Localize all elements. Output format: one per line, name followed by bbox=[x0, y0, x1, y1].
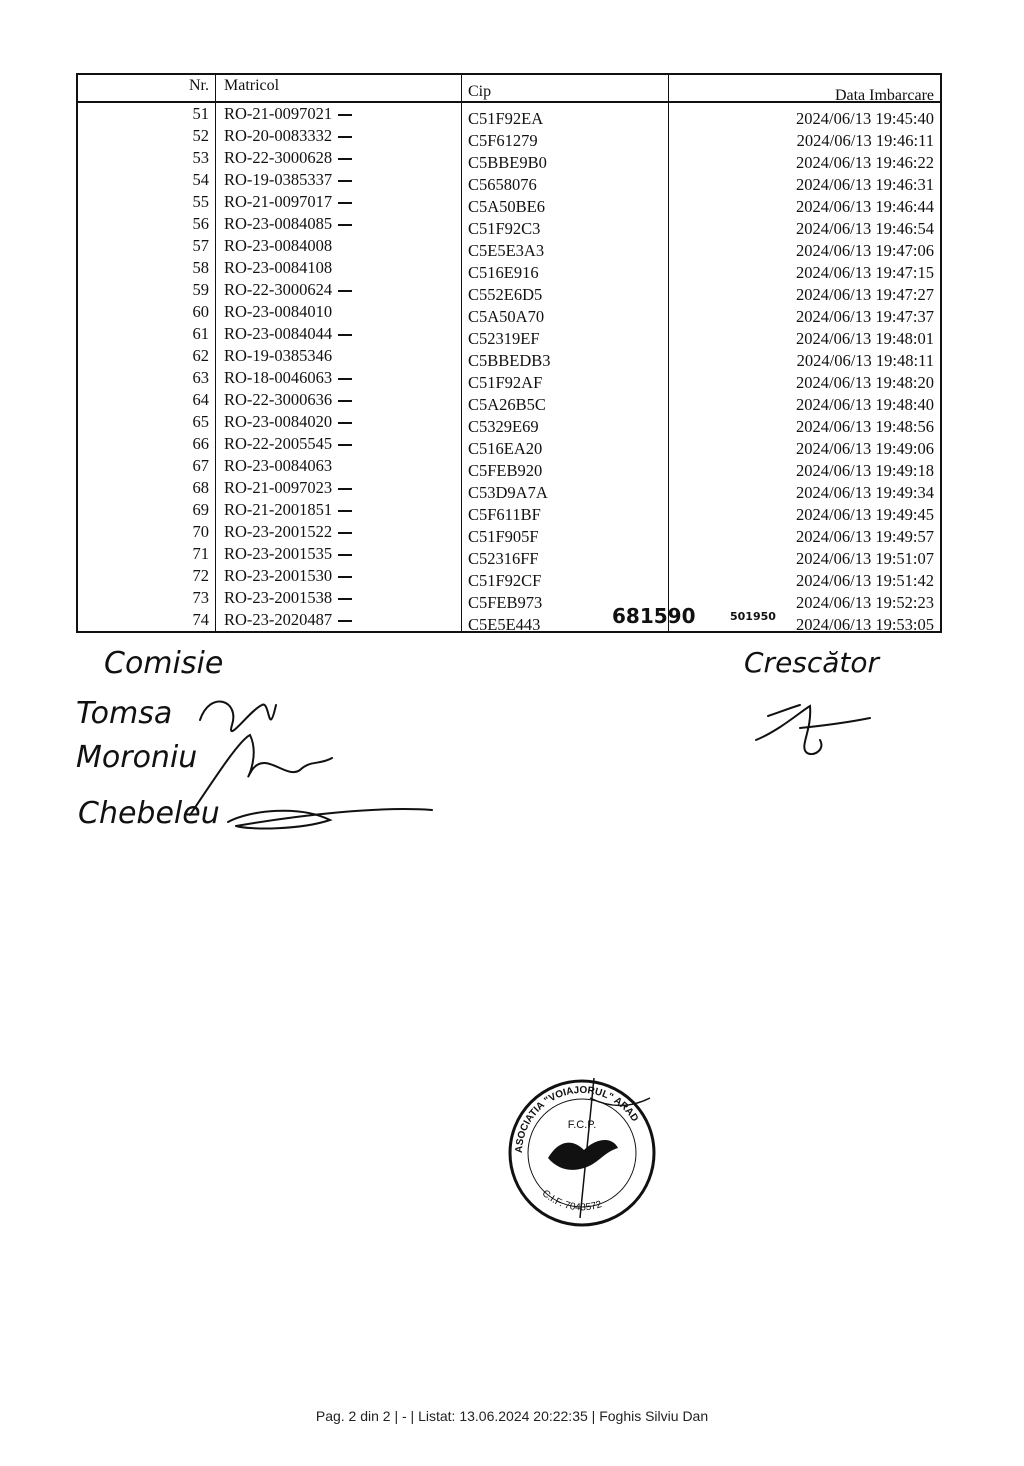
cell-date: 2024/06/13 19:45:40 bbox=[796, 109, 934, 128]
cell-date: 2024/06/13 19:47:37 bbox=[796, 307, 934, 326]
cell-nr: 73 bbox=[78, 587, 216, 609]
cell-cip: C516E916 bbox=[462, 257, 669, 279]
signer-name-2: Moroniu bbox=[76, 740, 198, 775]
cell-date: 2024/06/13 19:46:44 bbox=[796, 197, 934, 216]
cell-nr: 63 bbox=[78, 367, 216, 389]
header-matricol: Matricol bbox=[216, 75, 462, 101]
cell-nr: 59 bbox=[78, 279, 216, 301]
cell-matricol: RO-23-0084044 bbox=[216, 323, 462, 345]
stamp-text-top: ASOCIATIA "VOIAJORUL" ARAD bbox=[513, 1084, 641, 1154]
cell-matricol: RO-22-3000636 bbox=[216, 389, 462, 411]
cell-nr: 74 bbox=[78, 609, 216, 631]
cell-cip: C5BBEDB3 bbox=[462, 345, 669, 367]
cell-nr: 66 bbox=[78, 433, 216, 455]
cell-matricol: RO-23-0084063 bbox=[216, 455, 462, 477]
svg-text:C.I.F. 7043572 bbox=[540, 1188, 604, 1213]
cell-cip: C53D9A7A bbox=[462, 477, 669, 499]
signer-name-1: Tomsa bbox=[76, 696, 173, 731]
cell-matricol: RO-18-0046063 bbox=[216, 367, 462, 389]
cell-date: 2024/06/13 19:46:31 bbox=[796, 175, 934, 194]
cell-date: 2024/06/13 19:47:27 bbox=[796, 285, 934, 304]
cell-cip: C52319EF bbox=[462, 323, 669, 345]
cell-matricol: RO-23-2001522 bbox=[216, 521, 462, 543]
cell-date: 2024/06/13 19:51:42 bbox=[796, 571, 934, 590]
cell-date: 2024/06/13 19:46:54 bbox=[796, 219, 934, 238]
cell-date: 2024/06/13 19:52:23 bbox=[796, 593, 934, 612]
stamp-text-bottom: C.I.F. 7043572 bbox=[539, 1188, 604, 1214]
association-stamp bbox=[500, 1068, 664, 1238]
cell-matricol: RO-23-0084108 bbox=[216, 257, 462, 279]
cell-cip: C51F905F bbox=[462, 521, 669, 543]
cell-cip: C5F611BF bbox=[462, 499, 669, 521]
cell-matricol: RO-23-2001530 bbox=[216, 565, 462, 587]
comisie-label: Comisie bbox=[104, 646, 224, 681]
signer-name-3: Chebeleu bbox=[78, 796, 220, 831]
cell-matricol: RO-23-2001538 bbox=[216, 587, 462, 609]
cell-nr: 67 bbox=[78, 455, 216, 477]
cell-cip: C516EA20 bbox=[462, 433, 669, 455]
cell-cip: C5FEB920 bbox=[462, 455, 669, 477]
cell-nr: 53 bbox=[78, 147, 216, 169]
cell-matricol: RO-22-2005545 bbox=[216, 433, 462, 455]
cell-matricol: RO-22-3000628 bbox=[216, 147, 462, 169]
cell-nr: 64 bbox=[78, 389, 216, 411]
cell-cip: C5658076 bbox=[462, 169, 669, 191]
cell-nr: 60 bbox=[78, 301, 216, 323]
cell-date: 2024/06/13 19:48:11 bbox=[796, 351, 934, 370]
cell-cip: C5E5E3A3 bbox=[462, 235, 669, 257]
header-cip: Cip bbox=[462, 75, 669, 101]
cell-matricol: RO-19-0385337 bbox=[216, 169, 462, 191]
cell-nr: 61 bbox=[78, 323, 216, 345]
cell-nr: 57 bbox=[78, 235, 216, 257]
cell-matricol: RO-21-0097023 bbox=[216, 477, 462, 499]
cell-nr: 70 bbox=[78, 521, 216, 543]
pigeon-icon bbox=[548, 1140, 618, 1170]
cell-matricol: RO-23-0084020 bbox=[216, 411, 462, 433]
cell-date: 2024/06/13 19:49:45 bbox=[796, 505, 934, 524]
header-nr: Nr. bbox=[78, 75, 216, 101]
cell-cip: C5E5E443 bbox=[462, 609, 669, 631]
cell-nr: 58 bbox=[78, 257, 216, 279]
cell-nr: 54 bbox=[78, 169, 216, 191]
cell-cip: C5A50BE6 bbox=[462, 191, 669, 213]
cell-matricol: RO-23-2001535 bbox=[216, 543, 462, 565]
cell-matricol: RO-23-0084008 bbox=[216, 235, 462, 257]
cell-nr: 55 bbox=[78, 191, 216, 213]
cell-cip: C51F92CF bbox=[462, 565, 669, 587]
cell-nr: 65 bbox=[78, 411, 216, 433]
cell-matricol: RO-23-2020487 bbox=[216, 609, 462, 631]
cell-matricol: RO-23-0084085 bbox=[216, 213, 462, 235]
cell-matricol: RO-21-0097017 bbox=[216, 191, 462, 213]
cell-date: 2024/06/13 19:46:22 bbox=[796, 153, 934, 172]
cell-date: 2024/06/13 19:48:56 bbox=[796, 417, 934, 436]
cell-cip: C5A50A70 bbox=[462, 301, 669, 323]
cell-matricol: RO-23-0084010 bbox=[216, 301, 462, 323]
cell-date: 2024/06/13 19:53:05 bbox=[796, 615, 934, 634]
cell-cip: C5FEB973 bbox=[462, 587, 669, 609]
cell-cip: C5A26B5C bbox=[462, 389, 669, 411]
cell-date: 2024/06/13 19:48:40 bbox=[796, 395, 934, 414]
cell-date: 2024/06/13 19:49:06 bbox=[796, 439, 934, 458]
cell-nr: 56 bbox=[78, 213, 216, 235]
cell-date: 2024/06/13 19:48:01 bbox=[796, 329, 934, 348]
cell-nr: 51 bbox=[78, 103, 216, 125]
page-footer: Pag. 2 din 2 | - | Listat: 13.06.2024 20:22:35 | Foghis Silviu Dan bbox=[315, 1408, 709, 1424]
stamp-text-mid: F.C.P. bbox=[567, 1119, 597, 1131]
cell-nr: 52 bbox=[78, 125, 216, 147]
cell-matricol: RO-22-3000624 bbox=[216, 279, 462, 301]
cell-cip: C5329E69 bbox=[462, 411, 669, 433]
cell-cip: C552E6D5 bbox=[462, 279, 669, 301]
header-date: Data Imbarcare bbox=[834, 87, 934, 104]
cell-matricol: RO-21-0097021 bbox=[216, 103, 462, 125]
cell-nr: 69 bbox=[78, 499, 216, 521]
crescator-label: Crescător bbox=[744, 646, 880, 679]
cell-date: 2024/06/13 19:48:20 bbox=[796, 373, 934, 392]
cell-matricol: RO-21-2001851 bbox=[216, 499, 462, 521]
cell-nr: 71 bbox=[78, 543, 216, 565]
cell-date: 2024/06/13 19:47:15 bbox=[796, 263, 934, 282]
cell-cip: C52316FF bbox=[462, 543, 669, 565]
cell-matricol: RO-19-0385346 bbox=[216, 345, 462, 367]
cell-date: 2024/06/13 19:49:57 bbox=[796, 527, 934, 546]
cell-matricol: RO-20-0083332 bbox=[216, 125, 462, 147]
cell-cip: C51F92EA bbox=[462, 103, 669, 125]
cell-date: 2024/06/13 19:49:34 bbox=[796, 483, 934, 502]
cell-nr: 72 bbox=[78, 565, 216, 587]
cell-date: 2024/06/13 19:51:07 bbox=[796, 549, 934, 568]
cell-cip: C5F61279 bbox=[462, 125, 669, 147]
cell-date: 2024/06/13 19:49:18 bbox=[796, 461, 934, 480]
cell-cip: C5BBE9B0 bbox=[462, 147, 669, 169]
cell-cip: C51F92C3 bbox=[462, 213, 669, 235]
seal-number-annotation: 681590 bbox=[612, 604, 696, 628]
cell-date: 2024/06/13 19:47:06 bbox=[796, 241, 934, 260]
cell-cip: C51F92AF bbox=[462, 367, 669, 389]
cell-nr: 62 bbox=[78, 345, 216, 367]
cell-date: 2024/06/13 19:46:11 bbox=[796, 131, 934, 150]
cell-nr: 68 bbox=[78, 477, 216, 499]
seal-number-small-annotation: 501950 bbox=[730, 610, 776, 623]
